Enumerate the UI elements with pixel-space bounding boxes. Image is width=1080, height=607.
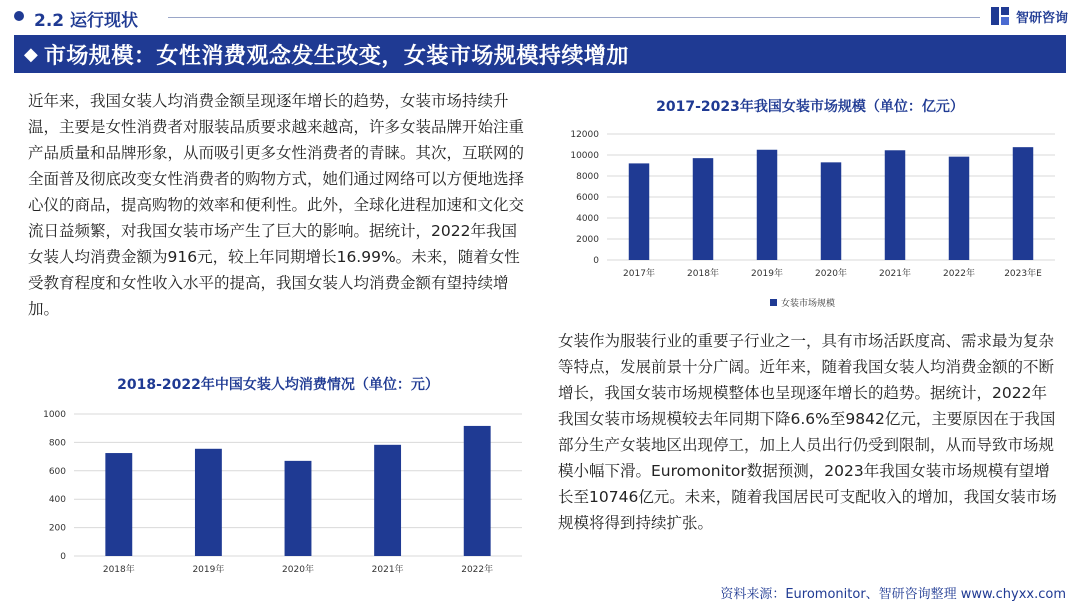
y-tick-label: 600 — [48, 466, 66, 477]
x-tick-label: 2019年 — [192, 565, 225, 575]
y-tick-label: 1000 — [43, 410, 66, 420]
y-tick-label: 10000 — [570, 151, 599, 161]
y-tick-label: 12000 — [570, 130, 599, 140]
bar — [821, 162, 841, 260]
brand — [990, 6, 1068, 26]
brand-logo-icon — [990, 6, 1010, 26]
bullet-dot-icon — [14, 11, 24, 21]
header-divider — [168, 17, 980, 18]
y-tick-label: 0 — [60, 552, 66, 562]
bar — [949, 157, 969, 260]
x-tick-label: 2023年E — [1004, 269, 1042, 279]
x-tick-label: 2018年 — [102, 565, 135, 575]
x-tick-label: 2017年 — [623, 269, 655, 279]
source-note: 资料来源：Euromonitor、智研咨询整理 www.chyxx.com — [720, 587, 1066, 602]
bar — [105, 453, 132, 556]
top-bar — [0, 0, 1080, 34]
x-tick-label: 2018年 — [687, 269, 719, 279]
y-tick-label: 8000 — [576, 172, 599, 182]
x-tick-label: 2021年 — [371, 565, 404, 575]
x-tick-label: 2020年 — [282, 565, 314, 575]
bar — [693, 158, 713, 260]
right-paragraph: 女装作为服装行业的重要子行业之一，具有市场活跃度高、需求最为复杂等特点，发展前景十分广阔。近年来，随着我国女装人均消费金额的不断增长，我国女装市场规模整体也呈现逐年增长的趋势。据统计，2022年我国女装市场规模较去年同期下降6.6%至9842亿元，主要原因在于我国部分生产女装地区出现停工，加上人员出行仍受到限制，从而导致市场规模小幅下滑。Euromonitor数据预测，2023年我国女装市场规模有望增长至10746亿元。未来，随着我国居民可支配收入的增加，我国女装市场规模将得到持续扩张。 — [558, 332, 1057, 532]
market-size-chart-title: 2017-2023年我国女装市场规模（单位：亿元） — [656, 99, 964, 115]
x-tick-label: 2020年 — [815, 269, 847, 279]
page-title: 市场规模：女性消费观念发生改变，女装市场规模持续增加 — [43, 43, 629, 69]
bar — [629, 163, 649, 260]
bar — [285, 461, 312, 556]
market-size-chart — [555, 120, 1065, 320]
x-tick-label: 2022年 — [461, 565, 494, 575]
y-tick-label: 2000 — [576, 235, 599, 245]
bar — [464, 426, 491, 556]
y-tick-label: 0 — [593, 256, 599, 266]
x-tick-label: 2019年 — [751, 269, 783, 279]
section-heading: 2.2 运行现状 — [34, 11, 139, 31]
y-tick-label: 200 — [48, 523, 66, 534]
per-capita-chart-title: 2018-2022年中国女装人均消费情况（单位：元） — [117, 377, 439, 393]
legend-label: 女装市场规模 — [781, 299, 836, 309]
bar — [885, 150, 905, 260]
brand-name: 智研咨询 — [1015, 10, 1068, 26]
y-tick-label: 6000 — [576, 193, 599, 203]
title-banner — [14, 35, 1066, 73]
bar — [195, 449, 222, 556]
bar — [1013, 147, 1033, 260]
y-tick-label: 4000 — [576, 214, 599, 224]
diamond-icon: ◆ — [24, 43, 38, 65]
bar — [757, 150, 777, 260]
y-tick-label: 800 — [48, 438, 66, 449]
per-capita-chart — [22, 400, 532, 580]
x-tick-label: 2022年 — [943, 269, 975, 279]
legend-swatch — [770, 299, 777, 306]
x-tick-label: 2021年 — [879, 269, 911, 279]
left-paragraph: 近年来，我国女装人均消费金额呈现逐年增长的趋势，女装市场持续升温，主要是女性消费者对服装品质要求越来越高，许多女装品牌开始注重产品质量和品牌形象，从而吸引更多女性消费者的青睐。其次，互联网的全面普及彻底改变女性消费者的购物方式，她们通过网络可以方便地选择心仪的商品，提高购物的效率和便利性。此外，全球化进程加速和文化交流日益频繁，对我国女装市场产生了巨大的影响。据统计，2022年我国女装人均消费金额为916元，较上年同期增长16.99%。未来，随着女性受教育程度和女性收入水平的提高，我国女装人均消费金额有望持续增加。 — [28, 92, 525, 318]
y-tick-label: 400 — [48, 495, 66, 506]
bar — [374, 445, 401, 556]
